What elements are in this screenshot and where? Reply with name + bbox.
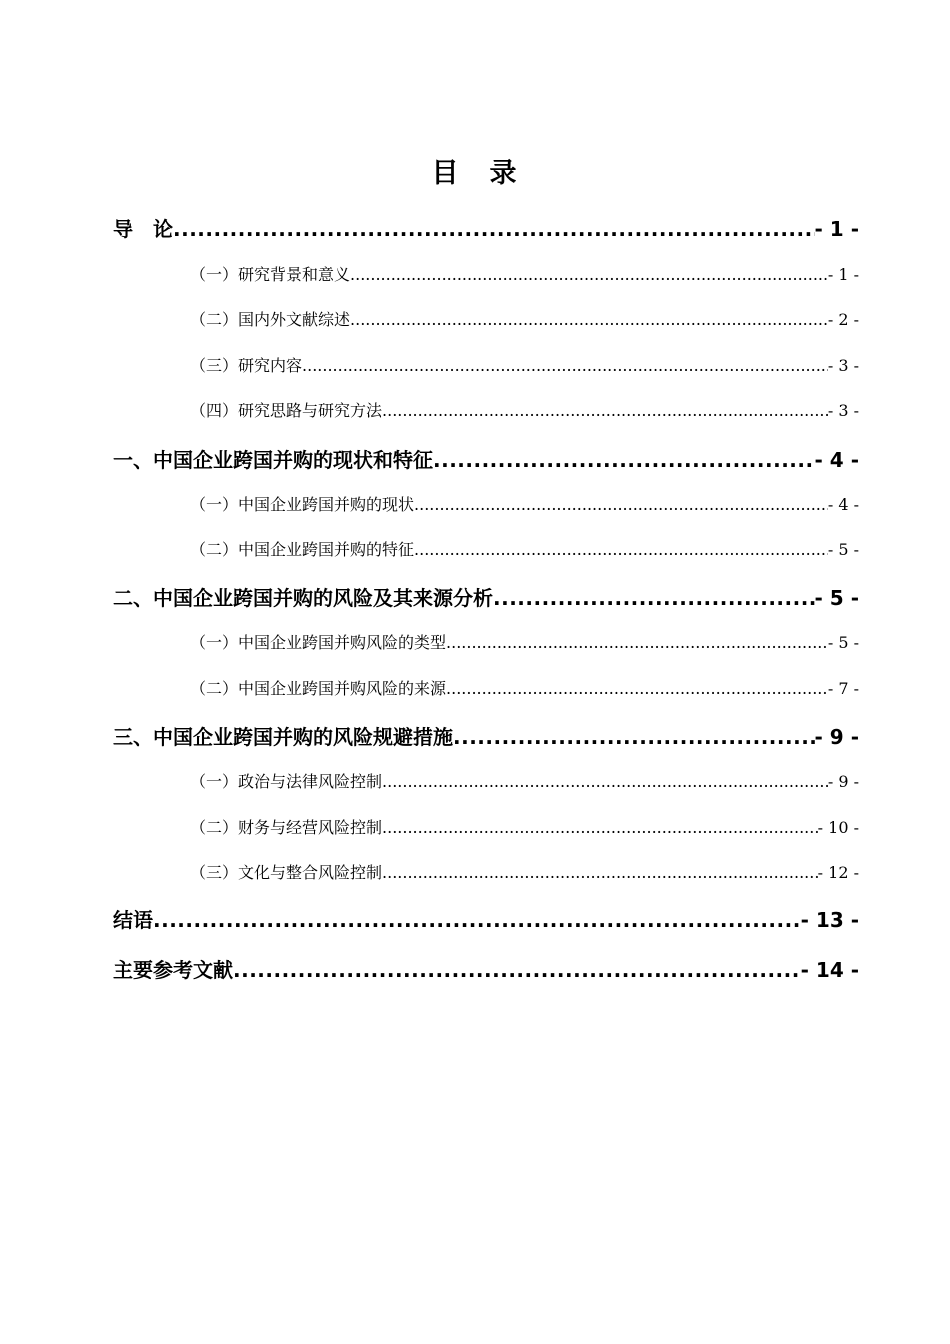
toc-page-number: - 12 - — [817, 863, 859, 882]
toc-entry-section[interactable] — [190, 630, 859, 656]
toc-title: 目 录 — [431, 158, 519, 189]
toc-leader-dots — [446, 676, 828, 702]
toc-entry-label: 主要参考文献 — [113, 958, 233, 982]
toc-page-number: - 9 - — [827, 772, 859, 791]
toc-entry-label: （一）研究背景和意义 — [190, 265, 351, 284]
toc-entry-section[interactable] — [190, 353, 859, 379]
toc-leader-dots — [382, 815, 818, 841]
toc-leader-dots — [446, 630, 828, 656]
toc-page-number: - 5 - — [827, 633, 859, 652]
toc-entry-label: 导 论 — [113, 217, 173, 241]
toc-entry-chapter[interactable] — [113, 583, 859, 613]
toc-leader-dots — [433, 445, 815, 475]
toc-page-number: - 5 - — [827, 540, 859, 559]
toc-page-number: - 3 - — [827, 356, 859, 375]
toc-leader-dots — [173, 214, 815, 244]
toc-entry-label: 三、中国企业跨国并购的风险规避措施 — [113, 725, 453, 749]
toc-leader-dots — [414, 492, 828, 518]
toc-entry-label: 结语 — [113, 908, 153, 932]
toc-entry-section[interactable] — [190, 398, 859, 424]
toc-leader-dots — [453, 722, 815, 752]
toc-leader-dots — [382, 398, 828, 424]
toc-leader-dots — [382, 860, 818, 886]
toc-entry-chapter[interactable] — [113, 445, 859, 475]
toc-page-number: - 9 - — [814, 725, 859, 749]
toc-entry-label: （二）国内外文献综述 — [190, 310, 351, 329]
toc-entry-label: （二）财务与经营风险控制 — [190, 818, 383, 837]
toc-entry-label: 一、中国企业跨国并购的现状和特征 — [113, 448, 433, 472]
toc-entry-label: （三）文化与整合风险控制 — [190, 863, 383, 882]
toc-leader-dots — [382, 769, 828, 795]
toc-leader-dots — [350, 262, 828, 288]
toc-entry-section[interactable] — [190, 492, 859, 518]
toc-page-number: - 4 - — [827, 495, 859, 514]
toc-page-number: - 2 - — [827, 310, 859, 329]
toc-entry-label: （一）政治与法律风险控制 — [190, 772, 383, 791]
toc-leader-dots — [233, 955, 801, 985]
toc-page-number: - 7 - — [827, 679, 859, 698]
toc-entry-section[interactable] — [190, 769, 859, 795]
toc-page-number: - 3 - — [827, 401, 859, 420]
toc-entry-section[interactable] — [190, 262, 859, 288]
toc-leader-dots — [493, 583, 815, 613]
toc-page-number: - 5 - — [814, 586, 859, 610]
toc-entry-section[interactable] — [190, 815, 859, 841]
toc-entry-section[interactable] — [190, 307, 859, 333]
toc-leader-dots — [302, 353, 828, 379]
toc-entry-chapter[interactable] — [113, 905, 859, 935]
toc-page-number: - 10 - — [817, 818, 859, 837]
toc-entry-section[interactable] — [190, 860, 859, 886]
toc-entry-label: 二、中国企业跨国并购的风险及其来源分析 — [113, 586, 493, 610]
toc-page-number: - 1 - — [814, 217, 859, 241]
toc-entry-section[interactable] — [190, 676, 859, 702]
toc-page-number: - 4 - — [814, 448, 859, 472]
toc-page-number: - 14 - — [800, 958, 859, 982]
toc-entry-label: （三）研究内容 — [190, 356, 303, 375]
toc-entry-chapter[interactable] — [113, 955, 859, 985]
toc-entry-label: （二）中国企业跨国并购的特征 — [190, 540, 415, 559]
toc-entry-label: （四）研究思路与研究方法 — [190, 401, 383, 420]
toc-page-number: - 1 - — [827, 265, 859, 284]
toc-entry-section[interactable] — [190, 537, 859, 563]
toc-entry-label: （二）中国企业跨国并购风险的来源 — [190, 679, 447, 698]
toc-page-number: - 13 - — [800, 908, 859, 932]
toc-leader-dots — [350, 307, 828, 333]
toc-entry-label: （一）中国企业跨国并购风险的类型 — [190, 633, 447, 652]
toc-entry-label: （一）中国企业跨国并购的现状 — [190, 495, 415, 514]
toc-leader-dots — [153, 905, 801, 935]
toc-leader-dots — [414, 537, 828, 563]
toc-entry-chapter[interactable] — [113, 722, 859, 752]
toc-entry-chapter[interactable] — [113, 214, 859, 244]
